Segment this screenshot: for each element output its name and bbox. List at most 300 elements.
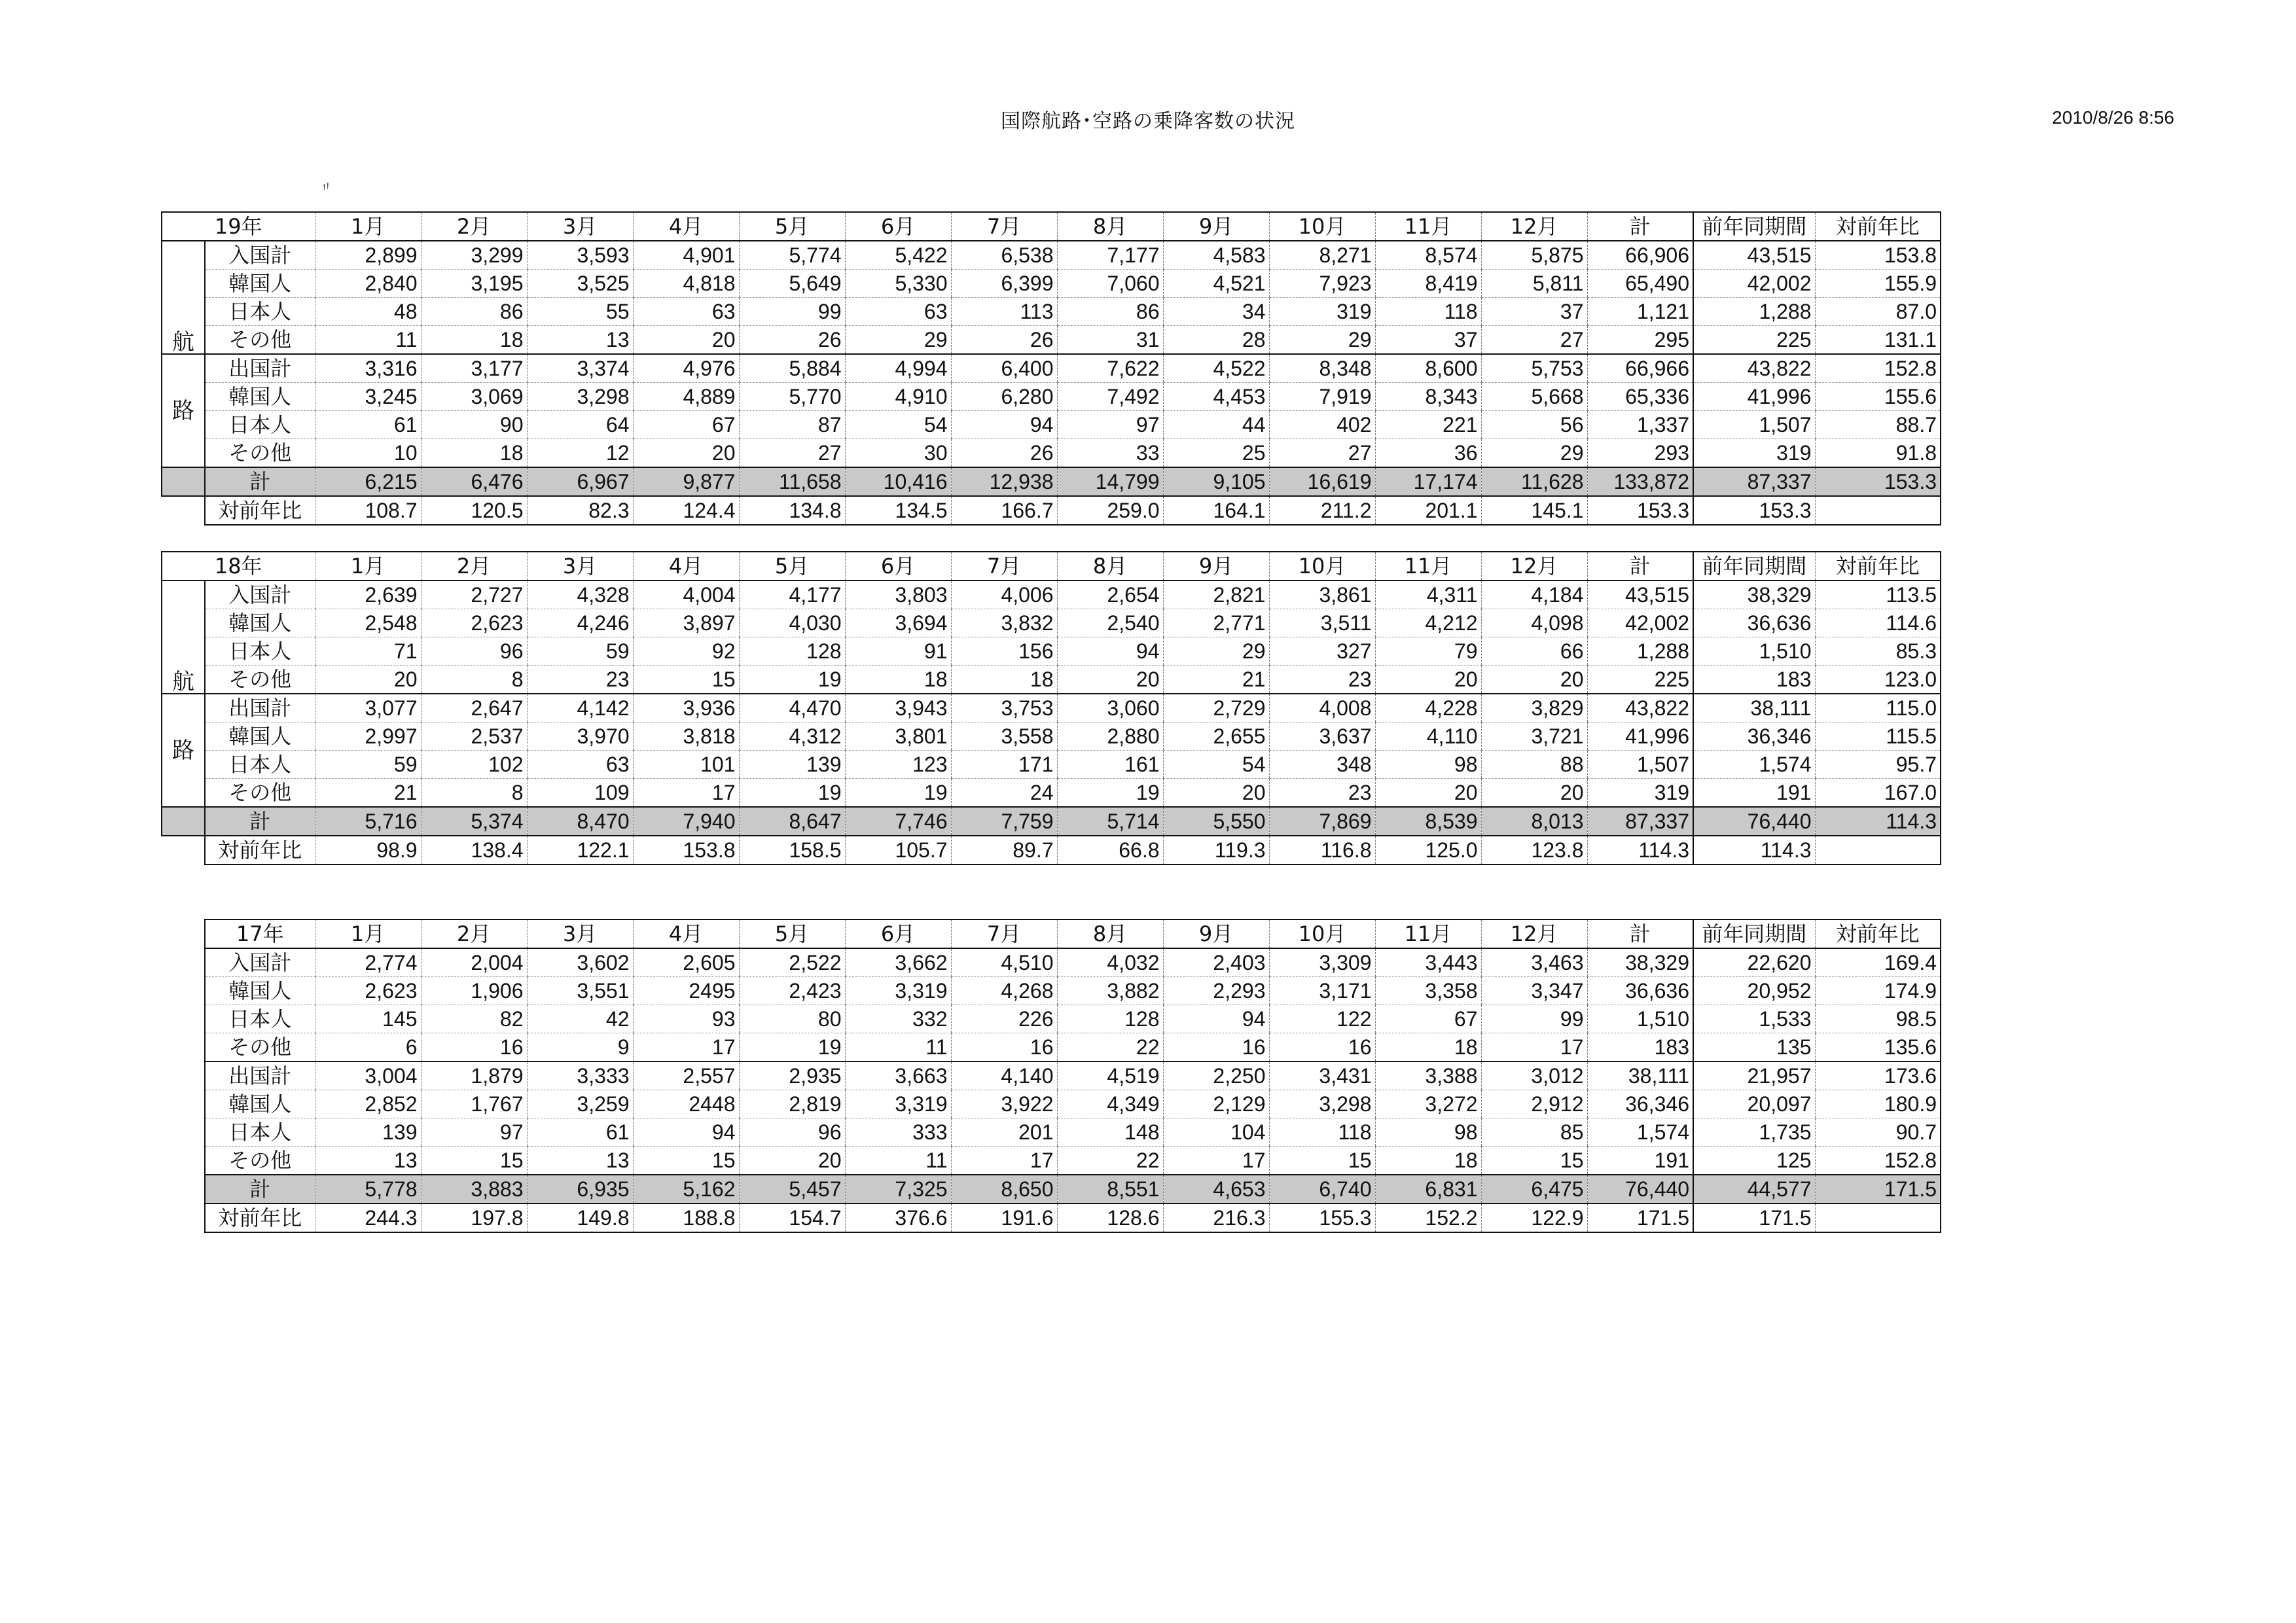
data-cell: 153.8 bbox=[1815, 241, 1941, 270]
data-cell: 36,636 bbox=[1587, 977, 1693, 1005]
data-cell: 36,346 bbox=[1587, 1090, 1693, 1118]
table-row bbox=[162, 722, 1941, 751]
data-cell: 153.3 bbox=[1587, 496, 1693, 525]
row-label: その他 bbox=[205, 1147, 315, 1175]
data-cell: 319 bbox=[1587, 779, 1693, 808]
data-cell: 33 bbox=[1057, 439, 1163, 468]
data-cell: 11 bbox=[845, 1147, 951, 1175]
data-cell: 63 bbox=[845, 298, 951, 326]
header-row bbox=[162, 552, 1941, 580]
data-cell: 5,770 bbox=[739, 383, 845, 411]
column-header: 6月 bbox=[845, 212, 951, 241]
data-cell: 2,557 bbox=[633, 1061, 739, 1090]
column-header: 4月 bbox=[633, 919, 739, 948]
data-cell: 6,967 bbox=[527, 467, 633, 496]
data-cell: 26 bbox=[951, 326, 1057, 355]
data-cell: 2448 bbox=[633, 1090, 739, 1118]
data-cell: 76,440 bbox=[1693, 807, 1815, 836]
data-cell: 171 bbox=[951, 751, 1057, 779]
data-cell: 17 bbox=[951, 1147, 1057, 1175]
data-cell: 201.1 bbox=[1375, 496, 1481, 525]
data-cell: 2,423 bbox=[739, 977, 845, 1005]
traffic-table-2 bbox=[161, 551, 1941, 865]
data-cell: 226 bbox=[951, 1005, 1057, 1033]
data-cell: 3,551 bbox=[527, 977, 633, 1005]
column-header: 3月 bbox=[527, 552, 633, 580]
data-cell: 2,774 bbox=[315, 948, 421, 977]
data-cell: 3,801 bbox=[845, 722, 951, 751]
data-cell: 85 bbox=[1481, 1118, 1587, 1147]
data-cell: 97 bbox=[1057, 411, 1163, 439]
data-cell: 3,662 bbox=[845, 948, 951, 977]
data-cell: 85.3 bbox=[1815, 637, 1941, 666]
data-cell: 11 bbox=[845, 1033, 951, 1062]
data-cell: 38,329 bbox=[1587, 948, 1693, 977]
data-cell: 98.9 bbox=[315, 836, 421, 865]
data-cell: 23 bbox=[527, 666, 633, 694]
data-cell: 327 bbox=[1269, 637, 1375, 666]
header-row bbox=[205, 919, 1941, 948]
row-label: 計 bbox=[205, 467, 315, 496]
data-cell: 13 bbox=[527, 326, 633, 355]
data-cell: 4,142 bbox=[527, 694, 633, 722]
column-header: 2月 bbox=[421, 212, 527, 241]
data-cell: 7,746 bbox=[845, 807, 951, 836]
data-cell: 2,880 bbox=[1057, 722, 1163, 751]
data-cell: 27 bbox=[1481, 326, 1587, 355]
data-cell: 6,400 bbox=[951, 354, 1057, 383]
row-label: 韓国人 bbox=[205, 270, 315, 298]
data-cell: 3,829 bbox=[1481, 694, 1587, 722]
data-cell: 133,872 bbox=[1587, 467, 1693, 496]
year-label: 18年 bbox=[162, 552, 315, 580]
data-cell: 4,889 bbox=[633, 383, 739, 411]
data-cell: 2,004 bbox=[421, 948, 527, 977]
table-row bbox=[205, 1147, 1941, 1175]
data-cell: 5,774 bbox=[739, 241, 845, 270]
data-cell: 221 bbox=[1375, 411, 1481, 439]
data-cell: 7,177 bbox=[1057, 241, 1163, 270]
table-row bbox=[205, 1005, 1941, 1033]
data-cell: 155.6 bbox=[1815, 383, 1941, 411]
traffic-table-1 bbox=[161, 211, 1941, 526]
data-cell: 95.7 bbox=[1815, 751, 1941, 779]
data-cell: 5,716 bbox=[315, 807, 421, 836]
data-cell: 20 bbox=[1163, 779, 1269, 808]
data-cell: 7,060 bbox=[1057, 270, 1163, 298]
data-cell: 48 bbox=[315, 298, 421, 326]
data-cell: 5,668 bbox=[1481, 383, 1587, 411]
data-cell: 98 bbox=[1375, 751, 1481, 779]
data-cell: 153.3 bbox=[1693, 496, 1815, 525]
data-cell: 3,443 bbox=[1375, 948, 1481, 977]
data-cell: 1,735 bbox=[1693, 1118, 1815, 1147]
data-cell: 20 bbox=[1057, 666, 1163, 694]
data-cell: 3,177 bbox=[421, 354, 527, 383]
data-cell: 20 bbox=[1481, 666, 1587, 694]
table-row bbox=[162, 411, 1941, 439]
data-cell: 9 bbox=[527, 1033, 633, 1062]
data-cell: 63 bbox=[527, 751, 633, 779]
data-cell: 31 bbox=[1057, 326, 1163, 355]
data-cell: 7,869 bbox=[1269, 807, 1375, 836]
data-cell: 139 bbox=[315, 1118, 421, 1147]
data-cell: 3,347 bbox=[1481, 977, 1587, 1005]
data-cell: 2,623 bbox=[421, 609, 527, 637]
data-cell: 3,298 bbox=[1269, 1090, 1375, 1118]
data-cell: 135.6 bbox=[1815, 1033, 1941, 1062]
data-cell: 17 bbox=[633, 1033, 739, 1062]
data-cell: 2,655 bbox=[1163, 722, 1269, 751]
row-label: その他 bbox=[205, 779, 315, 808]
column-header: 9月 bbox=[1163, 919, 1269, 948]
data-cell: 43,515 bbox=[1587, 580, 1693, 609]
data-cell: 293 bbox=[1587, 439, 1693, 468]
data-cell: 19 bbox=[739, 1033, 845, 1062]
data-cell: 191 bbox=[1693, 779, 1815, 808]
column-header: 2月 bbox=[421, 552, 527, 580]
data-cell: 3,721 bbox=[1481, 722, 1587, 751]
data-cell: 6,935 bbox=[527, 1175, 633, 1204]
data-cell: 2,250 bbox=[1163, 1061, 1269, 1090]
data-cell: 4,994 bbox=[845, 354, 951, 383]
column-header: 7月 bbox=[951, 919, 1057, 948]
table-row bbox=[162, 609, 1941, 637]
data-cell: 4,268 bbox=[951, 977, 1057, 1005]
data-cell: 4,004 bbox=[633, 580, 739, 609]
data-cell: 2,727 bbox=[421, 580, 527, 609]
data-cell: 91.8 bbox=[1815, 439, 1941, 468]
column-header: 8月 bbox=[1057, 919, 1163, 948]
data-cell: 20 bbox=[1375, 779, 1481, 808]
data-cell: 3,602 bbox=[527, 948, 633, 977]
data-cell: 4,228 bbox=[1375, 694, 1481, 722]
data-cell: 5,457 bbox=[739, 1175, 845, 1204]
data-cell: 5,162 bbox=[633, 1175, 739, 1204]
data-cell: 114.3 bbox=[1693, 836, 1815, 865]
data-cell: 8,539 bbox=[1375, 807, 1481, 836]
data-cell: 8,271 bbox=[1269, 241, 1375, 270]
data-cell: 3,694 bbox=[845, 609, 951, 637]
data-cell: 2,537 bbox=[421, 722, 527, 751]
data-cell: 125 bbox=[1693, 1147, 1815, 1175]
data-cell: 42 bbox=[527, 1005, 633, 1033]
column-header: 1月 bbox=[315, 212, 421, 241]
data-cell: 2,729 bbox=[1163, 694, 1269, 722]
data-cell: 42,002 bbox=[1587, 609, 1693, 637]
data-cell: 36,636 bbox=[1693, 609, 1815, 637]
data-cell: 16 bbox=[1269, 1033, 1375, 1062]
data-cell: 86 bbox=[1057, 298, 1163, 326]
data-cell: 115.0 bbox=[1815, 694, 1941, 722]
table-row bbox=[162, 580, 1941, 609]
row-label: 日本人 bbox=[205, 637, 315, 666]
data-cell: 134.8 bbox=[739, 496, 845, 525]
column-header: 8月 bbox=[1057, 552, 1163, 580]
data-cell: 152.8 bbox=[1815, 1147, 1941, 1175]
data-cell: 4,328 bbox=[527, 580, 633, 609]
total-row bbox=[162, 807, 1941, 836]
data-cell: 153.3 bbox=[1815, 467, 1941, 496]
data-cell: 5,778 bbox=[315, 1175, 421, 1204]
data-cell: 3,319 bbox=[845, 1090, 951, 1118]
data-cell: 8,574 bbox=[1375, 241, 1481, 270]
data-cell: 2,912 bbox=[1481, 1090, 1587, 1118]
data-cell: 348 bbox=[1269, 751, 1375, 779]
data-cell: 27 bbox=[739, 439, 845, 468]
data-cell: 43,515 bbox=[1693, 241, 1815, 270]
row-label: 出国計 bbox=[205, 1061, 315, 1090]
data-cell: 183 bbox=[1693, 666, 1815, 694]
data-cell: 3,195 bbox=[421, 270, 527, 298]
data-cell: 94 bbox=[1057, 637, 1163, 666]
data-cell: 15 bbox=[1481, 1147, 1587, 1175]
row-label: 対前年比 bbox=[205, 496, 315, 525]
data-cell: 128.6 bbox=[1057, 1204, 1163, 1232]
data-cell: 113.5 bbox=[1815, 580, 1941, 609]
data-cell: 2,522 bbox=[739, 948, 845, 977]
column-header: 8月 bbox=[1057, 212, 1163, 241]
column-header: 10月 bbox=[1269, 552, 1375, 580]
data-cell: 225 bbox=[1587, 666, 1693, 694]
data-cell: 86 bbox=[421, 298, 527, 326]
data-cell: 71 bbox=[315, 637, 421, 666]
data-cell: 80 bbox=[739, 1005, 845, 1033]
column-header: 1月 bbox=[315, 552, 421, 580]
column-header: 11月 bbox=[1375, 552, 1481, 580]
side-label: 路 bbox=[162, 694, 205, 807]
data-cell: 15 bbox=[633, 666, 739, 694]
data-cell: 3,861 bbox=[1269, 580, 1375, 609]
data-cell: 16 bbox=[951, 1033, 1057, 1062]
data-cell: 1,507 bbox=[1587, 751, 1693, 779]
data-cell: 98.5 bbox=[1815, 1005, 1941, 1033]
data-cell: 155.9 bbox=[1815, 270, 1941, 298]
data-cell: 4,311 bbox=[1375, 580, 1481, 609]
traffic-table-3 bbox=[204, 919, 1941, 1233]
data-cell: 3,558 bbox=[951, 722, 1057, 751]
data-cell: 21 bbox=[1163, 666, 1269, 694]
data-cell: 145 bbox=[315, 1005, 421, 1033]
data-cell: 6,476 bbox=[421, 467, 527, 496]
data-cell: 2,852 bbox=[315, 1090, 421, 1118]
data-cell: 4,470 bbox=[739, 694, 845, 722]
data-cell: 3,663 bbox=[845, 1061, 951, 1090]
data-cell: 125.0 bbox=[1375, 836, 1481, 865]
data-cell: 37 bbox=[1481, 298, 1587, 326]
data-cell: 6,280 bbox=[951, 383, 1057, 411]
data-cell: 11,658 bbox=[739, 467, 845, 496]
data-cell: 43,822 bbox=[1693, 354, 1815, 383]
data-cell: 122 bbox=[1269, 1005, 1375, 1033]
data-cell: 109 bbox=[527, 779, 633, 808]
data-cell: 91 bbox=[845, 637, 951, 666]
column-header: 5月 bbox=[739, 212, 845, 241]
data-cell: 5,875 bbox=[1481, 241, 1587, 270]
data-cell: 3,069 bbox=[421, 383, 527, 411]
data-cell: 93 bbox=[633, 1005, 739, 1033]
column-header: 対前年比 bbox=[1815, 212, 1941, 241]
data-cell: 7,759 bbox=[951, 807, 1057, 836]
data-cell: 25 bbox=[1163, 439, 1269, 468]
data-cell: 332 bbox=[845, 1005, 951, 1033]
data-cell: 20 bbox=[739, 1147, 845, 1175]
data-cell: 3,358 bbox=[1375, 977, 1481, 1005]
column-header: 対前年比 bbox=[1815, 919, 1941, 948]
data-cell: 3,922 bbox=[951, 1090, 1057, 1118]
data-cell bbox=[1815, 1204, 1941, 1232]
table-row bbox=[205, 1118, 1941, 1147]
data-cell: 29 bbox=[845, 326, 951, 355]
data-cell: 1,507 bbox=[1693, 411, 1815, 439]
data-cell: 2,605 bbox=[633, 948, 739, 977]
data-cell: 333 bbox=[845, 1118, 951, 1147]
data-cell: 10,416 bbox=[845, 467, 951, 496]
data-cell: 2,540 bbox=[1057, 609, 1163, 637]
data-cell: 166.7 bbox=[951, 496, 1057, 525]
data-cell: 244.3 bbox=[315, 1204, 421, 1232]
data-cell: 201 bbox=[951, 1118, 1057, 1147]
data-cell: 4,510 bbox=[951, 948, 1057, 977]
data-cell: 1,337 bbox=[1587, 411, 1693, 439]
data-cell: 134.5 bbox=[845, 496, 951, 525]
column-header: 11月 bbox=[1375, 212, 1481, 241]
data-cell: 4,453 bbox=[1163, 383, 1269, 411]
data-cell: 155.3 bbox=[1269, 1204, 1375, 1232]
row-label: 韓国人 bbox=[205, 977, 315, 1005]
data-cell: 113 bbox=[951, 298, 1057, 326]
data-cell: 98 bbox=[1375, 1118, 1481, 1147]
data-cell: 114.3 bbox=[1815, 807, 1941, 836]
data-cell: 66,966 bbox=[1587, 354, 1693, 383]
data-cell: 2,403 bbox=[1163, 948, 1269, 977]
data-cell: 4,212 bbox=[1375, 609, 1481, 637]
data-cell: 3,171 bbox=[1269, 977, 1375, 1005]
data-cell: 149.8 bbox=[527, 1204, 633, 1232]
data-cell: 99 bbox=[739, 298, 845, 326]
data-cell: 88 bbox=[1481, 751, 1587, 779]
data-cell: 2,819 bbox=[739, 1090, 845, 1118]
data-cell: 20 bbox=[633, 439, 739, 468]
data-cell: 87,337 bbox=[1587, 807, 1693, 836]
data-cell: 37 bbox=[1375, 326, 1481, 355]
data-cell: 6,399 bbox=[951, 270, 1057, 298]
data-cell: 5,884 bbox=[739, 354, 845, 383]
data-cell: 15 bbox=[1269, 1147, 1375, 1175]
data-cell: 8,348 bbox=[1269, 354, 1375, 383]
data-cell: 5,811 bbox=[1481, 270, 1587, 298]
data-cell: 3,259 bbox=[527, 1090, 633, 1118]
data-cell: 18 bbox=[951, 666, 1057, 694]
data-cell: 3,299 bbox=[421, 241, 527, 270]
data-cell: 153.8 bbox=[633, 836, 739, 865]
data-cell: 8 bbox=[421, 779, 527, 808]
ratio-row bbox=[205, 1204, 1941, 1232]
ratio-row bbox=[162, 836, 1941, 865]
data-cell: 8,600 bbox=[1375, 354, 1481, 383]
data-cell: 3,431 bbox=[1269, 1061, 1375, 1090]
data-cell: 1,879 bbox=[421, 1061, 527, 1090]
data-cell: 2,840 bbox=[315, 270, 421, 298]
data-cell: 5,649 bbox=[739, 270, 845, 298]
table-row bbox=[162, 383, 1941, 411]
header-row bbox=[162, 212, 1941, 241]
data-cell: 18 bbox=[421, 439, 527, 468]
column-header: 2月 bbox=[421, 919, 527, 948]
data-cell: 20 bbox=[1375, 666, 1481, 694]
total-row bbox=[162, 467, 1941, 496]
side-label bbox=[162, 496, 205, 525]
data-cell: 19 bbox=[739, 666, 845, 694]
data-cell: 4,246 bbox=[527, 609, 633, 637]
data-cell: 6,740 bbox=[1269, 1175, 1375, 1204]
data-cell: 87 bbox=[739, 411, 845, 439]
column-header: 4月 bbox=[633, 552, 739, 580]
row-label: 入国計 bbox=[205, 948, 315, 977]
data-cell: 2,654 bbox=[1057, 580, 1163, 609]
data-cell: 17,174 bbox=[1375, 467, 1481, 496]
data-cell: 4,521 bbox=[1163, 270, 1269, 298]
data-cell: 5,374 bbox=[421, 807, 527, 836]
data-cell: 122.9 bbox=[1481, 1204, 1587, 1232]
data-cell: 152.2 bbox=[1375, 1204, 1481, 1232]
data-cell: 67 bbox=[1375, 1005, 1481, 1033]
row-label: 韓国人 bbox=[205, 609, 315, 637]
table-row bbox=[205, 1061, 1941, 1090]
data-cell: 55 bbox=[527, 298, 633, 326]
data-cell: 4,030 bbox=[739, 609, 845, 637]
table-row bbox=[162, 354, 1941, 383]
data-cell: 169.4 bbox=[1815, 948, 1941, 977]
data-cell: 171.5 bbox=[1815, 1175, 1941, 1204]
data-cell: 319 bbox=[1693, 439, 1815, 468]
column-header: 前年同期間 bbox=[1693, 552, 1815, 580]
data-cell: 87.0 bbox=[1815, 298, 1941, 326]
data-cell: 138.4 bbox=[421, 836, 527, 865]
column-header: 前年同期間 bbox=[1693, 919, 1815, 948]
table-row bbox=[205, 977, 1941, 1005]
table-row bbox=[162, 270, 1941, 298]
data-cell: 122.1 bbox=[527, 836, 633, 865]
data-cell: 3,832 bbox=[951, 609, 1057, 637]
data-cell: 2,129 bbox=[1163, 1090, 1269, 1118]
data-cell: 171.5 bbox=[1587, 1204, 1693, 1232]
data-cell: 43,822 bbox=[1587, 694, 1693, 722]
data-cell: 4,098 bbox=[1481, 609, 1587, 637]
data-cell: 161 bbox=[1057, 751, 1163, 779]
side-label: 航 bbox=[162, 580, 205, 694]
data-cell: 23 bbox=[1269, 666, 1375, 694]
data-cell: 61 bbox=[315, 411, 421, 439]
data-cell: 114.3 bbox=[1587, 836, 1693, 865]
column-header: 5月 bbox=[739, 552, 845, 580]
data-cell: 3,060 bbox=[1057, 694, 1163, 722]
table-row bbox=[162, 751, 1941, 779]
table-row bbox=[162, 694, 1941, 722]
data-cell: 7,923 bbox=[1269, 270, 1375, 298]
column-header: 9月 bbox=[1163, 212, 1269, 241]
data-cell: 61 bbox=[527, 1118, 633, 1147]
data-cell: 4,910 bbox=[845, 383, 951, 411]
data-cell: 79 bbox=[1375, 637, 1481, 666]
data-cell: 17 bbox=[1163, 1147, 1269, 1175]
data-cell: 4,006 bbox=[951, 580, 1057, 609]
data-cell: 4,140 bbox=[951, 1061, 1057, 1090]
data-cell: 7,919 bbox=[1269, 383, 1375, 411]
data-cell: 128 bbox=[739, 637, 845, 666]
data-cell: 20 bbox=[315, 666, 421, 694]
data-cell: 16 bbox=[421, 1033, 527, 1062]
